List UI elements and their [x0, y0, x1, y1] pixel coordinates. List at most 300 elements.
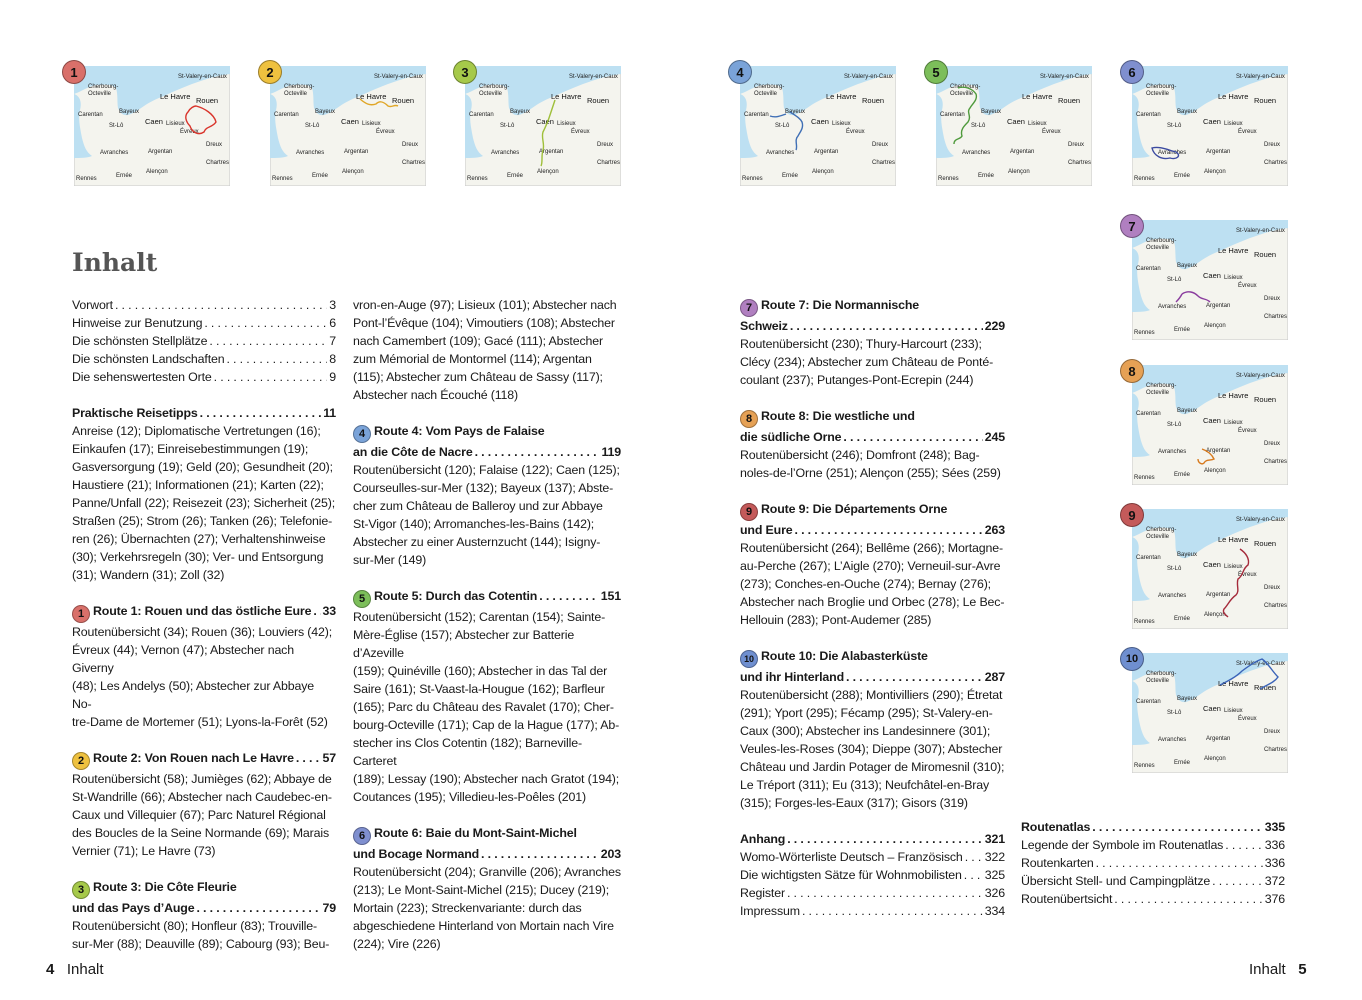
map-label: Lisieux	[557, 121, 576, 127]
map-label: Carentan	[1136, 266, 1161, 272]
map-label: Chartres	[1264, 314, 1288, 320]
map-label: Rennes	[272, 176, 293, 182]
map-label: Octeville	[1146, 534, 1170, 540]
map-label: Le Havre	[1218, 92, 1249, 101]
toc-detail-line: (159); Quinéville (160); Abstecher in das Tal der	[353, 664, 608, 678]
footer-right	[1249, 961, 1307, 978]
map-label: Lisieux	[1224, 564, 1243, 570]
toc-route-10	[740, 647, 1005, 812]
toc-detail-line: cher zum Château de Balleroy und zur Abbaye	[353, 499, 603, 513]
map-label: Chartres	[872, 160, 896, 166]
map-label: Rouen	[196, 96, 219, 105]
map-label: St-Valery-en-Caux	[1040, 74, 1089, 80]
toc-detail-line: Routenübersicht (120); Falaise (122); Caen (125);	[353, 463, 620, 477]
map-label: Rennes	[76, 176, 97, 182]
map-label: Évreux	[1042, 129, 1061, 135]
route-number-badge: 9	[1120, 503, 1144, 527]
running-head: Inhalt	[1249, 961, 1286, 978]
route-number-badge: 6	[353, 827, 371, 845]
toc-route-heading	[72, 899, 336, 917]
map-label: Bayeux	[1177, 408, 1198, 414]
dot-leader	[226, 350, 327, 368]
toc-entry-label: 5 Route 5: Durch das Cotentin	[353, 587, 537, 608]
map-label: Caen	[811, 117, 829, 126]
map-label: Avranches	[962, 150, 991, 156]
map-label: Argentan	[539, 149, 564, 155]
dot-leader	[787, 830, 983, 848]
map-label: Caen	[1203, 117, 1221, 126]
route-map-7	[1128, 218, 1288, 340]
toc-entry-label: und Bocage Normand	[353, 847, 480, 861]
toc-page-number: 335	[1264, 820, 1285, 834]
toc-route-heading	[740, 296, 1005, 317]
map-label: Octeville	[284, 91, 308, 97]
toc-entry-label: Hinweise zur Benutzung	[72, 316, 203, 330]
toc-entry-label: Routenatlas	[1021, 820, 1091, 834]
toc-detail-line: Saire (161); St-Vaast-la-Hougue (162); Barfleur	[353, 682, 605, 696]
toc-route-9	[740, 500, 1005, 629]
map-label: Dreux	[402, 142, 419, 148]
toc-column-4	[1021, 818, 1285, 926]
map-label: Avranches	[1158, 593, 1187, 599]
map-label: Alençon	[1008, 169, 1030, 175]
toc-detail-line: Routenübersicht (152); Carentan (154); Sainte-	[353, 610, 606, 624]
route-map-2	[266, 64, 426, 186]
toc-route-heading	[740, 668, 1005, 686]
dot-leader	[115, 296, 327, 314]
toc-entry-label: an die Côte de Nacre	[353, 445, 473, 459]
toc-route-heading	[740, 428, 1005, 446]
map-label: Cherbourg-	[1146, 238, 1177, 244]
toc-intro	[72, 296, 336, 386]
map-label: Dreux	[597, 142, 614, 148]
map-label: Caen	[341, 117, 359, 126]
toc-detail-line: (48); Les Andelys (50); Abstecher zur Abbaye No-	[72, 679, 315, 711]
toc-detail-line: Courseulles-sur-Mer (132); Bayeux (137); Abste-	[353, 481, 614, 495]
toc-detail-line: Routenübersicht (230); Thury-Harcourt (233);	[740, 337, 982, 351]
map-label: Rennes	[1134, 763, 1155, 769]
map-label: Lisieux	[1028, 121, 1047, 127]
map-label: Le Havre	[1218, 246, 1249, 255]
route-number-badge: 7	[740, 299, 758, 317]
footer-left	[46, 961, 104, 978]
map-label: Chartres	[1264, 747, 1288, 753]
map-label: Rennes	[742, 176, 763, 182]
map-label: St-Valery-en-Caux	[374, 74, 423, 80]
toc-entry-label: Register	[740, 886, 785, 900]
map-label: Argentan	[814, 149, 839, 155]
map-label: St-Lô	[971, 123, 986, 129]
route-number-badge: 8	[740, 410, 758, 428]
toc-detail-line: (291); Yport (295); Fécamp (295); St-Valery-en-	[740, 706, 993, 720]
map-label: Rouen	[1058, 96, 1081, 105]
map-label: Ernée	[1174, 760, 1191, 766]
toc-detail-line: (224); Vire (226)	[353, 937, 441, 951]
toc-detail-line: au-Perche (267); L’Aigle (270); Verneuil-sur-Avre	[740, 559, 1001, 573]
map-label: Rouen	[587, 96, 610, 105]
toc-detail-line: Évreux (44); Vernon (47); Abstecher nach Giverny	[72, 643, 294, 675]
toc-entry-label: 4 Route 4: Vom Pays de Falaise	[353, 424, 544, 438]
map-label: Rennes	[1134, 619, 1155, 625]
toc-detail-line: (30); Verkehrsregeln (30); Ver- und Entsorgung	[72, 550, 324, 564]
toc-entry-label: Die schönsten Landschaften	[72, 352, 225, 366]
map-label: St-Valery-en-Caux	[178, 74, 227, 80]
toc-column-2	[353, 296, 621, 971]
toc-detail-line: coulant (237); Putanges-Pont-Ecrepin (244)	[740, 373, 974, 387]
toc-detail-line: Clécy (234); Abstecher zum Château de Ponté-	[740, 355, 994, 369]
map-label: Rennes	[938, 176, 959, 182]
dot-leader	[843, 428, 982, 446]
map-label: Carentan	[274, 112, 299, 118]
toc-entry-label: Legende der Symbole im Routenatlas	[1021, 838, 1224, 852]
map-label: Dreux	[206, 142, 223, 148]
toc-page-number: 321	[984, 832, 1005, 846]
map-label: St-Lô	[1167, 566, 1182, 572]
toc-entry	[72, 296, 336, 314]
route-number-badge: 10	[740, 650, 758, 668]
route-number-badge: 8	[1120, 359, 1144, 383]
toc-route-heading	[353, 824, 621, 845]
toc-route-heading	[353, 422, 621, 443]
map-label: Lisieux	[1224, 121, 1243, 127]
dot-leader	[787, 884, 983, 902]
map-label: Évreux	[1238, 716, 1257, 722]
map-label: Argentan	[1010, 149, 1035, 155]
toc-detail-line: nach Camembert (109); Gacé (111); Abstecher	[353, 334, 603, 348]
map-label: Rouen	[1254, 683, 1277, 692]
map-label: Ernée	[312, 173, 329, 179]
dot-leader	[481, 845, 599, 863]
toc-detail-line: Abstecher nach Broglie und Orbec (278); Le Bec-	[740, 595, 1005, 609]
toc-route-heading	[353, 587, 621, 608]
route-map-1	[70, 64, 230, 186]
map-label: Cherbourg-	[479, 84, 510, 90]
toc-detail-line: (213); Le Mont-Saint-Michel (215); Ducey (219);	[353, 883, 610, 897]
map-label: Chartres	[1068, 160, 1092, 166]
toc-detail-line: St-Vigor (140); Arromanches-les-Bains (142);	[353, 517, 595, 531]
toc-page-number: 287	[984, 670, 1005, 684]
map-label: Caen	[145, 117, 163, 126]
route-number-badge: 1	[72, 605, 90, 623]
route-map	[465, 66, 621, 186]
map-label: Bayeux	[119, 109, 140, 115]
map-label: St-Lô	[1167, 710, 1182, 716]
toc-page-number: 151	[600, 589, 621, 603]
dot-leader	[313, 602, 320, 620]
route-map	[936, 66, 1092, 186]
toc-detail-line: sur-Mer (88); Deauville (89); Cabourg (93); Beu-	[72, 937, 330, 951]
dot-leader	[475, 443, 600, 461]
page-title: Inhalt	[72, 248, 158, 277]
toc-detail-line: abgeschiedene Hinterland von Mortain nach Vire	[353, 919, 614, 933]
map-label: Dreux	[1068, 142, 1085, 148]
toc-route-4	[353, 422, 621, 569]
toc-route-7	[740, 296, 1005, 389]
toc-detail-line: Veules-les-Roses (304); Dieppe (307); Abstecher	[740, 742, 1003, 756]
toc-detail-line: Abstecher zu einer Austernzucht (144); Isigny-	[353, 535, 601, 549]
map-label: Le Havre	[1218, 391, 1249, 400]
toc-entry-label: Vorwort	[72, 298, 113, 312]
toc-column-1	[72, 296, 336, 971]
map-label: Le Havre	[1218, 679, 1249, 688]
map-label: Rouen	[1254, 395, 1277, 404]
toc-detail-line: Einkaufen (17); Einreisebestimmungen (19);	[72, 442, 309, 456]
toc-page-number: 334	[984, 904, 1005, 918]
map-label: Argentan	[1206, 448, 1231, 454]
dot-leader	[795, 521, 983, 539]
toc-route-heading	[740, 407, 1005, 428]
map-label: Rouen	[862, 96, 885, 105]
dot-leader	[965, 848, 983, 866]
toc-page-number: 11	[323, 406, 336, 420]
toc-entry-label: und das Pays d’Auge	[72, 901, 195, 915]
map-label: Rennes	[1134, 176, 1155, 182]
toc-detail-line: Pont-l’Évêque (104); Vimoutiers (108); Abstecher	[353, 316, 615, 330]
toc-detail-line: (31); Wandern (31); Zoll (32)	[72, 568, 225, 582]
toc-route-heading	[740, 521, 1005, 539]
dot-leader	[1225, 836, 1263, 854]
route-map	[1132, 653, 1288, 773]
toc-detail-line: Gasversorgung (19); Geld (20); Gesundheit (20);	[72, 460, 333, 474]
toc-entry	[72, 368, 336, 386]
toc-page-number: 325	[984, 868, 1005, 882]
map-label: St-Valery-en-Caux	[1236, 373, 1285, 379]
route-number-badge: 6	[1120, 60, 1144, 84]
map-label: Cherbourg-	[1146, 84, 1177, 90]
map-label: Dreux	[1264, 729, 1281, 735]
route-number-badge: 4	[728, 60, 752, 84]
toc-entry-label: und Eure	[740, 523, 793, 537]
toc-route-heading	[72, 602, 336, 623]
map-label: Avranches	[296, 150, 325, 156]
toc-entry	[72, 332, 336, 350]
toc-route-heading	[740, 500, 1005, 521]
map-label: Alençon	[812, 169, 834, 175]
map-label: St-Lô	[1167, 422, 1182, 428]
map-label: Lisieux	[1224, 275, 1243, 281]
toc-detail-line: Straßen (25); Strom (26); Tanken (26); Telefonie-	[72, 514, 333, 528]
map-label: Le Havre	[1022, 92, 1053, 101]
toc-detail-line: Coutances (195); Villedieu-les-Poêles (201)	[353, 790, 587, 804]
toc-entry-label: die südliche Orne	[740, 430, 842, 444]
toc-entry-label: Übersicht Stell- und Campingplätze	[1021, 874, 1211, 888]
dot-leader	[1114, 890, 1262, 908]
map-label: Carentan	[78, 112, 103, 118]
map-label: St-Valery-en-Caux	[1236, 517, 1285, 523]
running-head: Inhalt	[66, 961, 104, 978]
toc-detail-line: St-Wandrille (66); Abstecher nach Caudebec-en-	[72, 790, 332, 804]
map-label: St-Valery-en-Caux	[1236, 228, 1285, 234]
map-label: Octeville	[950, 91, 974, 97]
toc-entry	[740, 884, 1005, 902]
map-label: Caen	[1203, 271, 1221, 280]
map-label: St-Lô	[775, 123, 790, 129]
toc-page-number: 336	[1264, 856, 1285, 870]
toc-page-number: 326	[984, 886, 1005, 900]
map-label: Évreux	[571, 129, 590, 135]
toc-entry-label: Schweiz	[740, 319, 788, 333]
toc-section-heading	[72, 404, 336, 422]
map-label: St-Valery-en-Caux	[844, 74, 893, 80]
toc-route-3-continued	[353, 296, 621, 404]
map-label: Carentan	[469, 112, 494, 118]
route-map	[1132, 220, 1288, 340]
map-label: Ernée	[978, 173, 995, 179]
dot-leader	[204, 314, 327, 332]
map-label: Avranches	[1158, 150, 1187, 156]
map-label: Le Havre	[551, 92, 582, 101]
map-label: Bayeux	[981, 109, 1002, 115]
toc-route-heading	[72, 749, 336, 770]
toc-detail-line: Routenübersicht (58); Jumièges (62); Abbaye de	[72, 772, 332, 786]
toc-page-number: 6	[329, 316, 336, 330]
toc-entry	[1021, 872, 1285, 890]
map-label: Argentan	[1206, 592, 1231, 598]
toc-route-3	[72, 878, 336, 953]
toc-detail-line: Routenübersicht (288); Montivilliers (290); Étretat	[740, 688, 1003, 702]
map-label: St-Valery-en-Caux	[1236, 661, 1285, 667]
route-number-badge: 7	[1120, 214, 1144, 238]
dot-leader	[539, 587, 599, 605]
route-map	[270, 66, 426, 186]
map-label: Dreux	[1264, 296, 1281, 302]
map-label: Alençon	[1204, 169, 1226, 175]
map-label: Rennes	[1134, 330, 1155, 336]
toc-detail-line: Panne/Unfall (22); Reisezeit (23); Sicherheit (25);	[72, 496, 336, 510]
map-label: Le Havre	[160, 92, 191, 101]
map-label: Évreux	[1238, 572, 1257, 578]
toc-entry	[1021, 854, 1285, 872]
toc-entry	[740, 830, 1005, 848]
map-label: Ernée	[116, 173, 133, 179]
map-label: Le Havre	[826, 92, 857, 101]
map-label: Cherbourg-	[950, 84, 981, 90]
map-label: Évreux	[180, 129, 199, 135]
map-label: Évreux	[1238, 428, 1257, 434]
toc-detail-line: Routenübersicht (264); Bellême (266); Mortagne-	[740, 541, 1003, 555]
map-label: Ernée	[1174, 472, 1191, 478]
map-label: Cherbourg-	[754, 84, 785, 90]
route-map	[1132, 365, 1288, 485]
toc-entry	[740, 848, 1005, 866]
route-number-badge: 5	[353, 590, 371, 608]
toc-entry	[1021, 818, 1285, 836]
map-label: Évreux	[846, 129, 865, 135]
route-number-badge: 4	[353, 425, 371, 443]
map-label: Lisieux	[362, 121, 381, 127]
toc-detail-line: Routenübersicht (80); Honfleur (83); Trouville-	[72, 919, 318, 933]
map-label: Lisieux	[832, 121, 851, 127]
map-label: Cherbourg-	[1146, 527, 1177, 533]
map-label: Ernée	[782, 173, 799, 179]
map-label: Rouen	[1254, 539, 1277, 548]
map-label: Carentan	[1136, 112, 1161, 118]
map-label: Bayeux	[315, 109, 336, 115]
map-label: Rouen	[1254, 96, 1277, 105]
toc-entry-label: Routenkarten	[1021, 856, 1094, 870]
map-label: Cherbourg-	[1146, 383, 1177, 389]
toc-entry-label: 7 Route 7: Die Normannische	[740, 298, 919, 312]
map-label: Octeville	[754, 91, 778, 97]
map-label: Lisieux	[1224, 708, 1243, 714]
toc-route-heading	[353, 443, 621, 461]
map-label: Lisieux	[1224, 420, 1243, 426]
toc-praktische-reisetipps	[72, 404, 336, 584]
map-label: Rouen	[1254, 250, 1277, 259]
toc-route-heading	[740, 317, 1005, 335]
toc-entry-label: Die schönsten Stellplätze	[72, 334, 208, 348]
toc-page-number: 372	[1264, 874, 1285, 888]
map-label: Bayeux	[1177, 552, 1198, 558]
map-label: St-Lô	[1167, 123, 1182, 129]
map-label: Le Havre	[1218, 535, 1249, 544]
route-number-badge: 3	[72, 881, 90, 899]
dot-leader	[200, 404, 322, 422]
map-label: Dreux	[1264, 585, 1281, 591]
route-number-badge: 3	[453, 60, 477, 84]
toc-detail-line: sur-Mer (149)	[353, 553, 427, 567]
toc-detail-line: des Boucles de la Seine Normande (69); Marais	[72, 826, 330, 840]
toc-entry-label: 9 Route 9: Die Départements Orne	[740, 502, 947, 516]
toc-page-number: 376	[1264, 892, 1285, 906]
map-label: Caen	[1203, 416, 1221, 425]
dot-leader	[1096, 854, 1263, 872]
toc-detail-line: Routenübersicht (34); Rouen (36); Louviers (42);	[72, 625, 333, 639]
toc-detail-line: (115); Abstecher zum Château de Sassy (117);	[353, 370, 603, 384]
toc-detail-line: Caux und Villequier (67); Parc Naturel Régional	[72, 808, 326, 822]
map-label: Rennes	[467, 176, 488, 182]
toc-detail-line: vron-en-Auge (97); Lisieux (101); Abstecher nach	[353, 298, 617, 312]
toc-detail-line: Le Tréport (311); Eu (313); Neufchâtel-en-Bray	[740, 778, 990, 792]
map-label: Alençon	[537, 169, 559, 175]
toc-detail-line: (189); Lessay (190); Abstecher nach Gratot (194);	[353, 772, 620, 786]
map-label: Octeville	[1146, 245, 1170, 251]
map-label: Caen	[536, 117, 554, 126]
map-label: Carentan	[1136, 555, 1161, 561]
toc-entry-label: 2 Route 2: Von Rouen nach Le Havre	[72, 749, 294, 770]
map-label: St-Valery-en-Caux	[1236, 74, 1285, 80]
toc-entry-label: 6 Route 6: Baie du Mont-Saint-Michel	[353, 826, 577, 840]
toc-entry-label: und ihr Hinterland	[740, 670, 844, 684]
map-label: Caen	[1203, 704, 1221, 713]
dot-leader	[1212, 872, 1263, 890]
toc-page-number: 263	[984, 523, 1005, 537]
toc-route-6	[353, 824, 621, 953]
toc-routenatlas	[1021, 818, 1285, 908]
map-label: Carentan	[1136, 699, 1161, 705]
toc-route-8	[740, 407, 1005, 482]
toc-page-number: 79	[322, 901, 336, 915]
map-label: Carentan	[940, 112, 965, 118]
map-label: Argentan	[344, 149, 369, 155]
map-label: Caen	[1203, 560, 1221, 569]
dot-leader	[296, 749, 321, 767]
toc-entry-label: Die wichtigsten Sätze für Wohnmobilisten	[740, 868, 962, 882]
map-label: Cherbourg-	[1146, 671, 1177, 677]
map-label: Carentan	[744, 112, 769, 118]
toc-detail-line: Hellouin (283); Pont-Audemer (285)	[740, 613, 932, 627]
route-map	[740, 66, 896, 186]
toc-page-number: 8	[329, 352, 336, 366]
route-number-badge: 2	[72, 752, 90, 770]
toc-entry-label: Die sehenswertesten Orte	[72, 370, 212, 384]
toc-page-number: 9	[329, 370, 336, 384]
toc-entry	[740, 902, 1005, 920]
toc-entry-label: 1 Route 1: Rouen und das östliche Eure	[72, 602, 311, 623]
map-label: Ernée	[1174, 173, 1191, 179]
toc-page-number: 322	[984, 850, 1005, 864]
toc-detail-line: Caux (300); Abstecher ins Landesinnere (301);	[740, 724, 991, 738]
